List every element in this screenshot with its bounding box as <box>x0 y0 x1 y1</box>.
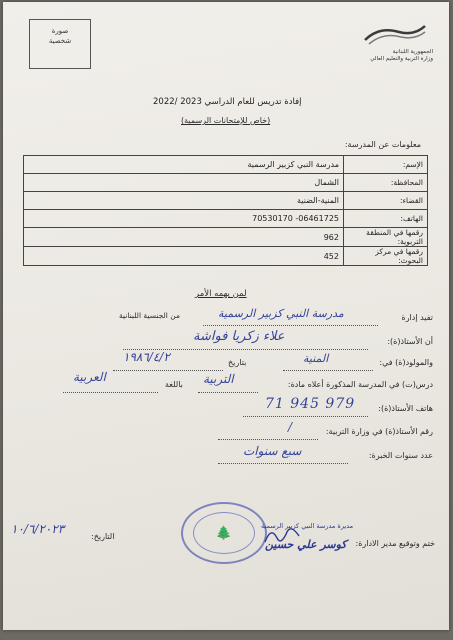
body-line1-suffix: من الجنسية اللبنانية <box>119 311 180 320</box>
document-title: إفادة تدريس للعام الدراسي 2023 /2022 <box>153 97 302 107</box>
table-row <box>24 174 428 192</box>
body-line6-prefix: رقم الأستاذ(ة) في وزارة التربية: <box>325 427 433 436</box>
body-line1-prefix: تفيد إدارة <box>401 313 433 322</box>
dotted-line <box>63 392 158 393</box>
dotted-line <box>218 439 318 440</box>
body-line3-mid: بتاريخ <box>228 358 247 367</box>
handwritten-phone: 71 945 979 <box>265 396 356 412</box>
handwritten-birthdate: ١٩٨٦/٤/٢ <box>123 350 170 364</box>
dotted-line <box>203 325 378 326</box>
dotted-line <box>243 416 368 417</box>
body-line5-prefix: هاتف الأستاذ(ة): <box>378 404 433 413</box>
date-label: التاريخ: <box>91 532 115 541</box>
info-value: مدرسة النبي كزبير الرسمية <box>24 156 344 174</box>
handwritten-teacher-name: علاء زكريا فواشة <box>193 329 285 344</box>
info-value: الشمال <box>24 174 344 192</box>
body-line4-mid: باللغة <box>165 380 183 389</box>
body-line7-prefix: عدد سنوات الخبرة: <box>368 451 433 460</box>
dotted-line <box>198 392 258 393</box>
photo-label-1: صورة <box>51 27 69 35</box>
table-row <box>24 228 428 247</box>
official-stamp <box>181 502 267 564</box>
dotted-line <box>283 370 373 371</box>
ministry-line-1: الجمهورية اللبنانية <box>392 49 433 55</box>
handwritten-school-name: مدرسة النبي كزبير الرسمية <box>218 307 344 320</box>
table-row <box>24 247 428 266</box>
body-line3-prefix: والمولود(ة) في: <box>379 358 433 367</box>
table-row <box>24 192 428 210</box>
info-label: رقمها في المنطقة التربوية: <box>344 228 428 247</box>
info-value: 452 <box>24 247 344 266</box>
info-label: القضاء: <box>344 192 428 210</box>
info-label: رقمها في مركز البحوث: <box>344 247 428 266</box>
document-page <box>3 2 449 630</box>
ministry-line-2: وزارة التربية والتعليم العالي <box>370 56 433 62</box>
handwritten-date: ١٠/٦/٢٠٢٣ <box>11 522 65 536</box>
ministry-logo-icon <box>359 22 429 48</box>
section-label: معلومات عن المدرسة: <box>344 140 421 149</box>
body-line4-prefix: درس(ت) في المدرسة المذكورة أعلاه مادة: <box>287 380 433 389</box>
photo-placeholder <box>29 19 91 69</box>
director-name: كوسر علي حسين <box>265 538 347 551</box>
dotted-line <box>218 463 348 464</box>
photo-label-2: شخصية <box>48 37 72 45</box>
info-label: الإسم: <box>344 156 428 174</box>
handwritten-subject: التربية <box>203 372 234 386</box>
signature-scribble-icon <box>263 524 303 546</box>
info-label: المحافظة: <box>344 174 428 192</box>
signature-label: ختم وتوقيع مدير الادارة: <box>355 539 435 548</box>
handwritten-birthplace: المنية <box>303 352 329 365</box>
table-row <box>24 156 428 174</box>
handwritten-language: العربية <box>73 370 106 384</box>
cedar-icon: 🌲 <box>193 512 255 554</box>
document-subtitle: (خاص للإمتحانات الرسمية) <box>181 116 271 125</box>
dotted-line <box>113 370 223 371</box>
handwritten-experience: سبع سنوات <box>243 444 302 458</box>
body-line2-prefix: أن الأستاذ(ة): <box>387 337 433 346</box>
info-value: المنية-الضنية <box>24 192 344 210</box>
info-value: 962 <box>24 228 344 247</box>
to-whom-heading: لمن يهمه الأمر <box>195 289 247 299</box>
info-label: الهاتف: <box>344 210 428 228</box>
info-value: 06461725- 70530170 <box>24 210 344 228</box>
director-title: مديرة مدرسة النبي كزبير الرسمية <box>261 522 354 530</box>
ministry-header <box>370 49 433 63</box>
school-info-table <box>23 155 428 266</box>
table-row <box>24 210 428 228</box>
handwritten-ministry-number: / <box>288 420 293 434</box>
